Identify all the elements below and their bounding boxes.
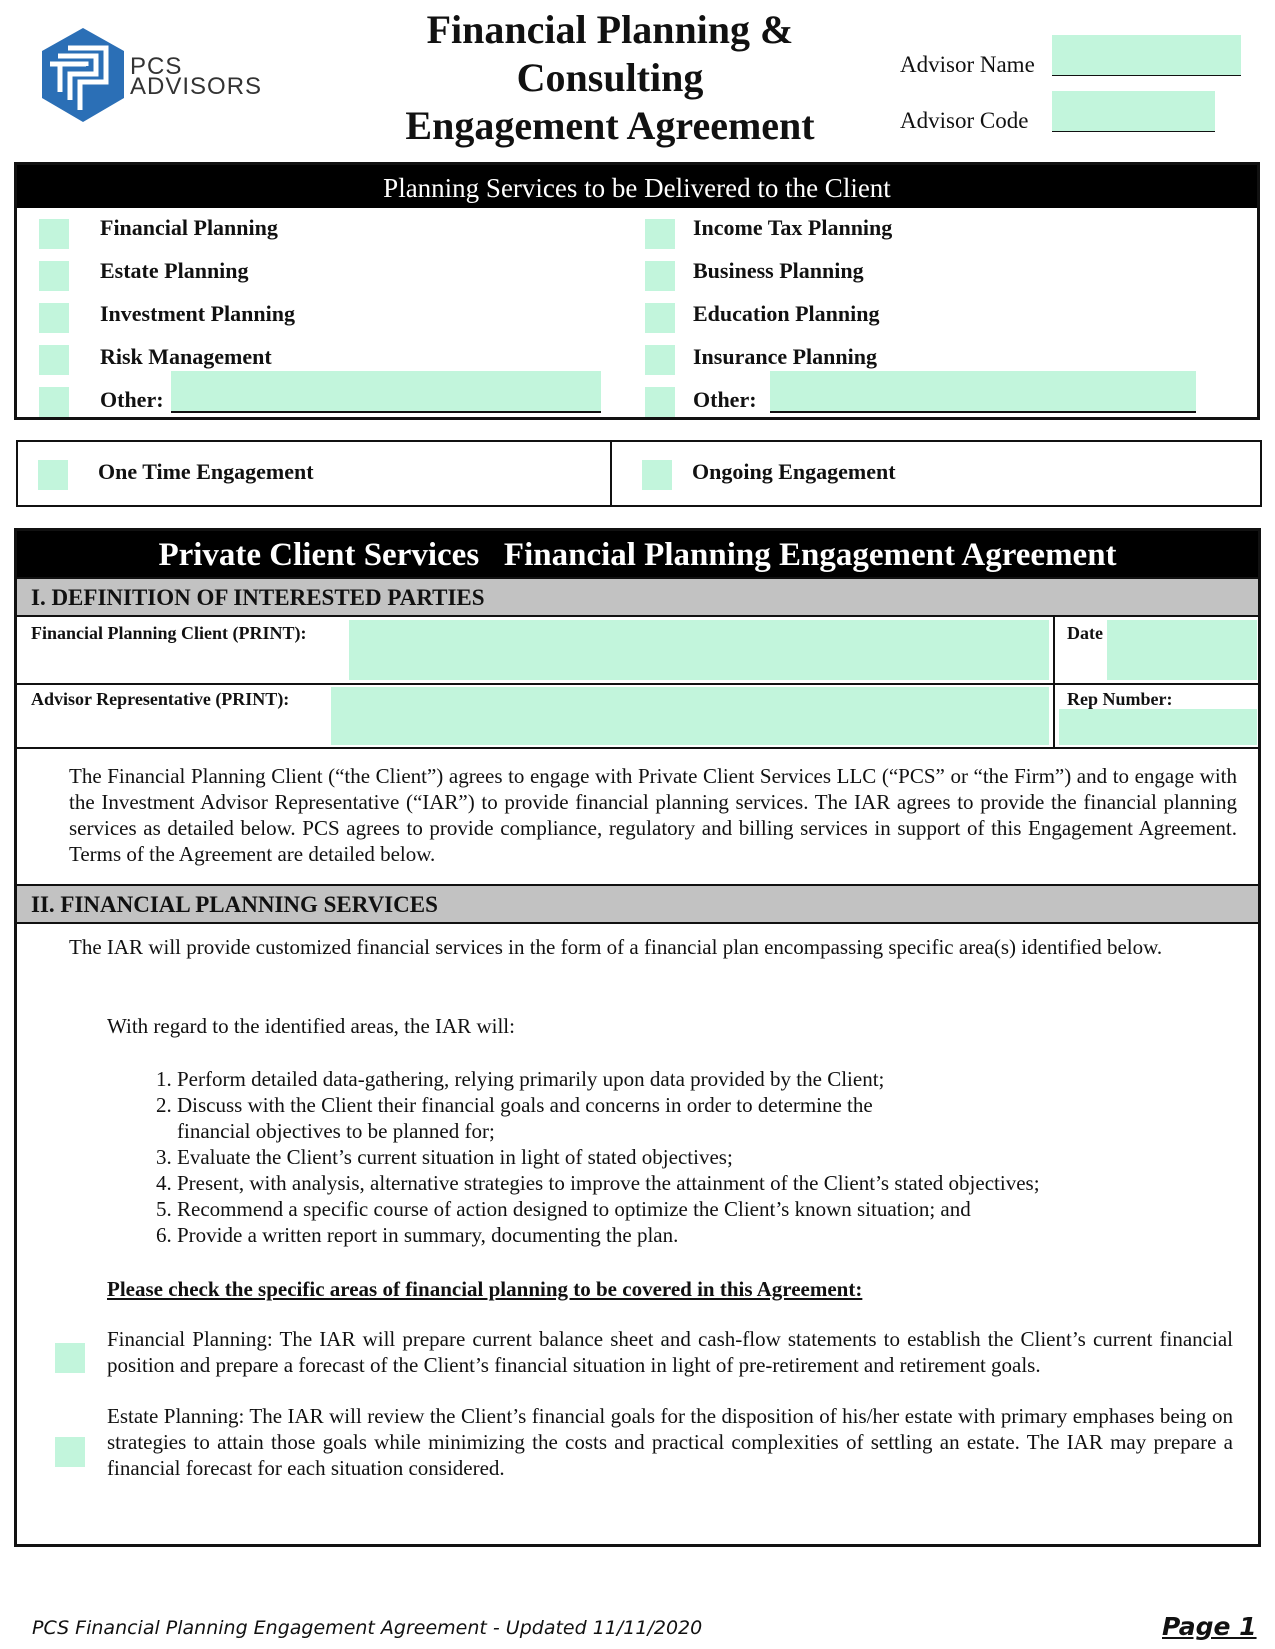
- logo-line2: ADVISORS: [130, 73, 263, 100]
- step-6: 6. Provide a written report in summary, documenting the plan.: [177, 1222, 1153, 1248]
- education-planning-checkbox[interactable]: [645, 303, 675, 333]
- other-left-checkbox[interactable]: [39, 387, 69, 417]
- date-field[interactable]: [1107, 620, 1257, 680]
- logo-line1: PCS: [130, 53, 183, 80]
- engagement-type-box: [16, 440, 1262, 507]
- client-label: Financial Planning Client (PRINT):: [31, 623, 307, 643]
- ep-area-checkbox[interactable]: [55, 1437, 85, 1467]
- advisor-code-underline: [1052, 131, 1215, 132]
- pcs-logo: [38, 26, 268, 126]
- pcs-logo-icon: [38, 26, 128, 126]
- advisor-rep-divider: [1053, 683, 1055, 747]
- business-planning-checkbox[interactable]: [645, 261, 675, 291]
- one-time-engagement-label: One Time Engagement: [98, 459, 314, 484]
- rep-number-label: Rep Number:: [1067, 689, 1173, 709]
- agreement-banner: Private Client Services Financial Planning Engagement Agreement: [17, 531, 1258, 577]
- other-right-field[interactable]: [770, 371, 1196, 413]
- other-left-field[interactable]: [171, 371, 601, 413]
- other-left-label: Other:: [100, 387, 164, 412]
- advisor-name-underline: [1052, 75, 1241, 76]
- risk-management-label: Risk Management: [100, 344, 272, 369]
- title-line1: Financial Planning &: [426, 7, 794, 52]
- financial-planning-checkbox[interactable]: [39, 219, 69, 249]
- client-name-field[interactable]: [349, 620, 1049, 680]
- footer-text: PCS Financial Planning Engagement Agreement - Updated 11/11/2020: [32, 1617, 703, 1639]
- section2-intro: The IAR will provide customized financial services in the form of a financial plan encompassing specific area(s) identified below.: [69, 935, 1163, 959]
- business-planning-label: Business Planning: [693, 258, 864, 283]
- ongoing-engagement-label: Ongoing Engagement: [692, 459, 896, 484]
- planning-services-heading: Planning Services to be Delivered to the Client: [17, 165, 1257, 208]
- investment-planning-label: Investment Planning: [100, 301, 295, 326]
- risk-management-checkbox[interactable]: [39, 345, 69, 375]
- date-label: Date: [1067, 623, 1103, 643]
- step-2: 2. Discuss with the Client their financial goals and concerns in order to determine the financial objectives to be planned for;: [177, 1092, 937, 1144]
- advisor-code-field[interactable]: [1052, 91, 1215, 131]
- section1-heading: I. DEFINITION OF INTERESTED PARTIES: [17, 577, 1258, 617]
- regard-text: With regard to the identified areas, the IAR will:: [107, 1014, 515, 1038]
- insurance-planning-checkbox[interactable]: [645, 345, 675, 375]
- service-steps-list: [153, 1066, 1153, 1248]
- financial-planning-label: Financial Planning: [100, 215, 278, 240]
- section2-heading: II. FINANCIAL PLANNING SERVICES: [17, 884, 1258, 924]
- step-4: 4. Present, with analysis, alternative strategies to improve the attainment of the Client’s stated objectives;: [177, 1170, 1153, 1196]
- advisor-name-field[interactable]: [1052, 35, 1241, 75]
- engagement-divider: [610, 442, 612, 505]
- agreement-box: [14, 528, 1261, 1547]
- investment-planning-checkbox[interactable]: [39, 303, 69, 333]
- education-planning-label: Education Planning: [693, 301, 880, 326]
- intro-paragraph: The Financial Planning Client (“the Client”) agrees to engage with Private Client Services LLC (“PCS” or “the Firm”) and to engage with the Investment Advisor Representative (“IAR”) to provide financial planning services. The IAR agrees to provide the financial planning services as detailed below. PCS agrees to provide compliance, regulatory and billing services in support of this Engagement Agreement. Terms of the Agreement are detailed below.: [69, 764, 1237, 866]
- title-line3: Engagement Agreement: [405, 103, 815, 148]
- one-time-engagement-checkbox[interactable]: [38, 460, 68, 490]
- step-5: 5. Recommend a specific course of action designed to optimize the Client’s known situation; and: [177, 1196, 1153, 1222]
- advisor-code-label: Advisor Code: [900, 108, 1029, 133]
- page-number: Page 1: [1162, 1612, 1257, 1641]
- income-tax-planning-checkbox[interactable]: [645, 219, 675, 249]
- document-title: [370, 6, 850, 150]
- estate-planning-checkbox[interactable]: [39, 261, 69, 291]
- advisor-name-label: Advisor Name: [900, 52, 1035, 77]
- rep-number-field[interactable]: [1059, 709, 1257, 745]
- client-row-bottom: [17, 683, 1258, 685]
- other-right-checkbox[interactable]: [645, 387, 675, 417]
- income-tax-planning-label: Income Tax Planning: [693, 215, 893, 240]
- advisor-rep-label: Advisor Representative (PRINT):: [31, 689, 290, 709]
- title-line2: Consulting: [516, 55, 704, 100]
- ongoing-engagement-checkbox[interactable]: [642, 460, 672, 490]
- advisor-rep-field[interactable]: [331, 687, 1049, 745]
- fp-area-checkbox[interactable]: [55, 1343, 85, 1373]
- fp-area-text: Financial Planning: The IAR will prepare current balance sheet and cash-flow statements to establish the Client’s current financial position and prepare a forecast of the Client’s financial situation in light of pre-retirement and retirement goals.: [107, 1327, 1233, 1377]
- check-areas-heading: Please check the specific areas of financial planning to be covered in this Agreement:: [107, 1277, 863, 1301]
- estate-planning-label: Estate Planning: [100, 258, 249, 283]
- other-right-label: Other:: [693, 387, 757, 412]
- advisor-row-bottom: [17, 747, 1258, 749]
- step-1: 1. Perform detailed data-gathering, relying primarily upon data provided by the Client;: [177, 1066, 1153, 1092]
- step-3: 3. Evaluate the Client’s current situation in light of stated objectives;: [177, 1144, 1153, 1170]
- client-date-divider: [1053, 617, 1055, 683]
- planning-services-box: [14, 162, 1260, 420]
- insurance-planning-label: Insurance Planning: [693, 344, 877, 369]
- ep-area-text: Estate Planning: The IAR will review the Client’s financial goals for the disposition of his/her estate with primary emphases being on strategies to attain those goals while minimizing the costs and practical complexities of settling an estate. The IAR may prepare a financial forecast for each situation considered.: [107, 1404, 1233, 1480]
